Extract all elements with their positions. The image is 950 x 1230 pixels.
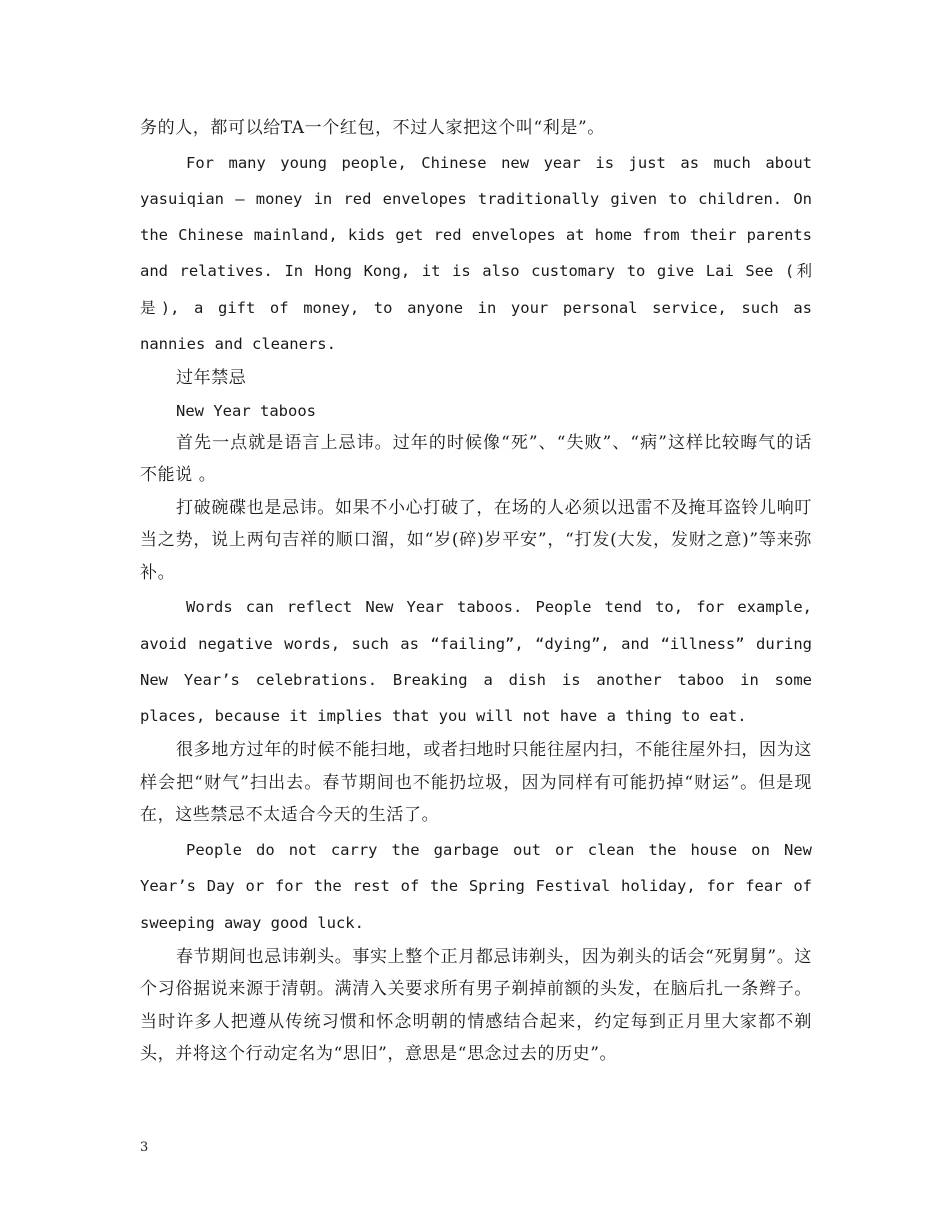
paragraph-cn-words-taboo: 首先一点就是语言上忌讳。过年的时候像“死”、“失败”、“病”这样比较晦气的话不能说 。 xyxy=(140,432,812,486)
page-number: 3 xyxy=(140,1140,149,1155)
paragraph-cn-haircut-taboo: 春节期间也忌讳剃头。事实上整个正月都忌讳剃头，因为剃头的话会“死舅舅”。这个习俗据说来源于清朝。满清入关要求所有男子剃掉前额的头发，在脑后扎一条辫子。当时许多人把遵从传统习惯和怀念明朝的情感结合起来，约定每到正月里大家都不剃头，并将这个行动定名为“思旧”，意思是“思念过去的历史”。 xyxy=(140,946,812,1065)
paragraph-cn-red-envelope-end: 务的人，都可以给TA一个红包，不过人家把这个叫“利是”。 xyxy=(140,118,605,138)
paragraph-en-yasuiqian: For many young people, Chinese new year is just as much about yasuiqian — money in red envelopes traditionally given to children. On the Chinese mainland, kids get red envelopes at home from their parents and relatives. In Hong Kong, it is also customary to give Lai See (利是), a gift of money, to anyone in your personal service, such as nannies and cleaners. xyxy=(140,153,812,353)
paragraph-cn-dish-taboo: 打破碗碟也是忌讳。如果不小心打破了，在场的人必须以迅雷不及掩耳盗铃儿响叮当之势，说上两句吉祥的顺口溜，如“岁(碎)岁平安”，“打发(大发，发财之意)”等来弥补。 xyxy=(140,497,812,583)
section-heading-en: New Year taboos xyxy=(176,401,316,420)
section-heading-cn: 过年禁忌 xyxy=(176,368,247,389)
paragraph-en-garbage-taboo: People do not carry the garbage out or clean the house on New Year’s Day or for the rest of the Spring Festival holiday, for fear of sweeping away good luck. xyxy=(140,840,812,932)
paragraph-cn-sweeping-taboo: 很多地方过年的时候不能扫地，或者扫地时只能往屋内扫，不能往屋外扫，因为这样会把“财气”扫出去。春节期间也不能扔垃圾，因为同样有可能扔掉“财运”。但是现在，这些禁忌不太适合今天的生活了。 xyxy=(140,740,812,826)
document-body xyxy=(140,112,812,1071)
paragraph-en-words-taboo: Words can reflect New Year taboos. People tend to, for example, avoid negative words, such as “failing”, “dying”, and “illness” during New Year’s celebrations. Breaking a dish is another taboo in some places, because it implies that you will not have a thing to eat. xyxy=(140,598,812,726)
